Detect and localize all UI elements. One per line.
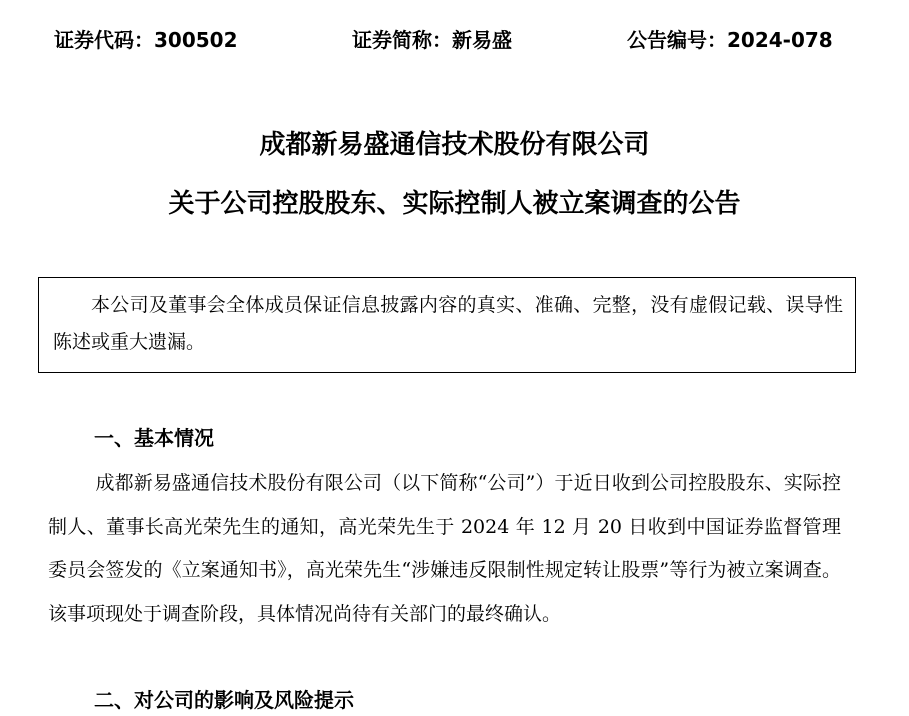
security-abbreviation: 证券简称：新易盛 [352, 28, 512, 52]
section-body [48, 462, 841, 636]
company-title: 成都新易盛通信技术股份有限公司 [259, 130, 650, 160]
section-heading-basic-info: 一、基本情况 [94, 426, 214, 450]
announcement-title: 关于公司控股股东、实际控制人被立案调查的公告 [168, 189, 741, 219]
security-code: 证券代码：300502 [54, 28, 238, 52]
document-header [0, 24, 909, 56]
body-paragraph: 成都新易盛通信技术股份有限公司（以下简称“公司”）于近日收到公司控股股东、实际控制人、董事长高光荣先生的通知，高光荣先生于 2024 年 12 月 20 日收到中国证券监督管理委员会签发的《立案通知书》，高光荣先生“涉嫌违反限制性规定转让股票”等行为被立案调查。该事项现处于调查阶段，具体情况尚待有关部门的最终确认。 [48, 472, 841, 625]
section-heading-impact: 二、对公司的影响及风险提示 [94, 688, 354, 712]
disclaimer-box [38, 277, 856, 373]
announcement-number: 公告编号：2024-078 [627, 28, 833, 52]
disclaimer-text: 本公司及董事会全体成员保证信息披露内容的真实、准确、完整，没有虚假记载、误导性陈述或重大遗漏。 [53, 294, 843, 353]
